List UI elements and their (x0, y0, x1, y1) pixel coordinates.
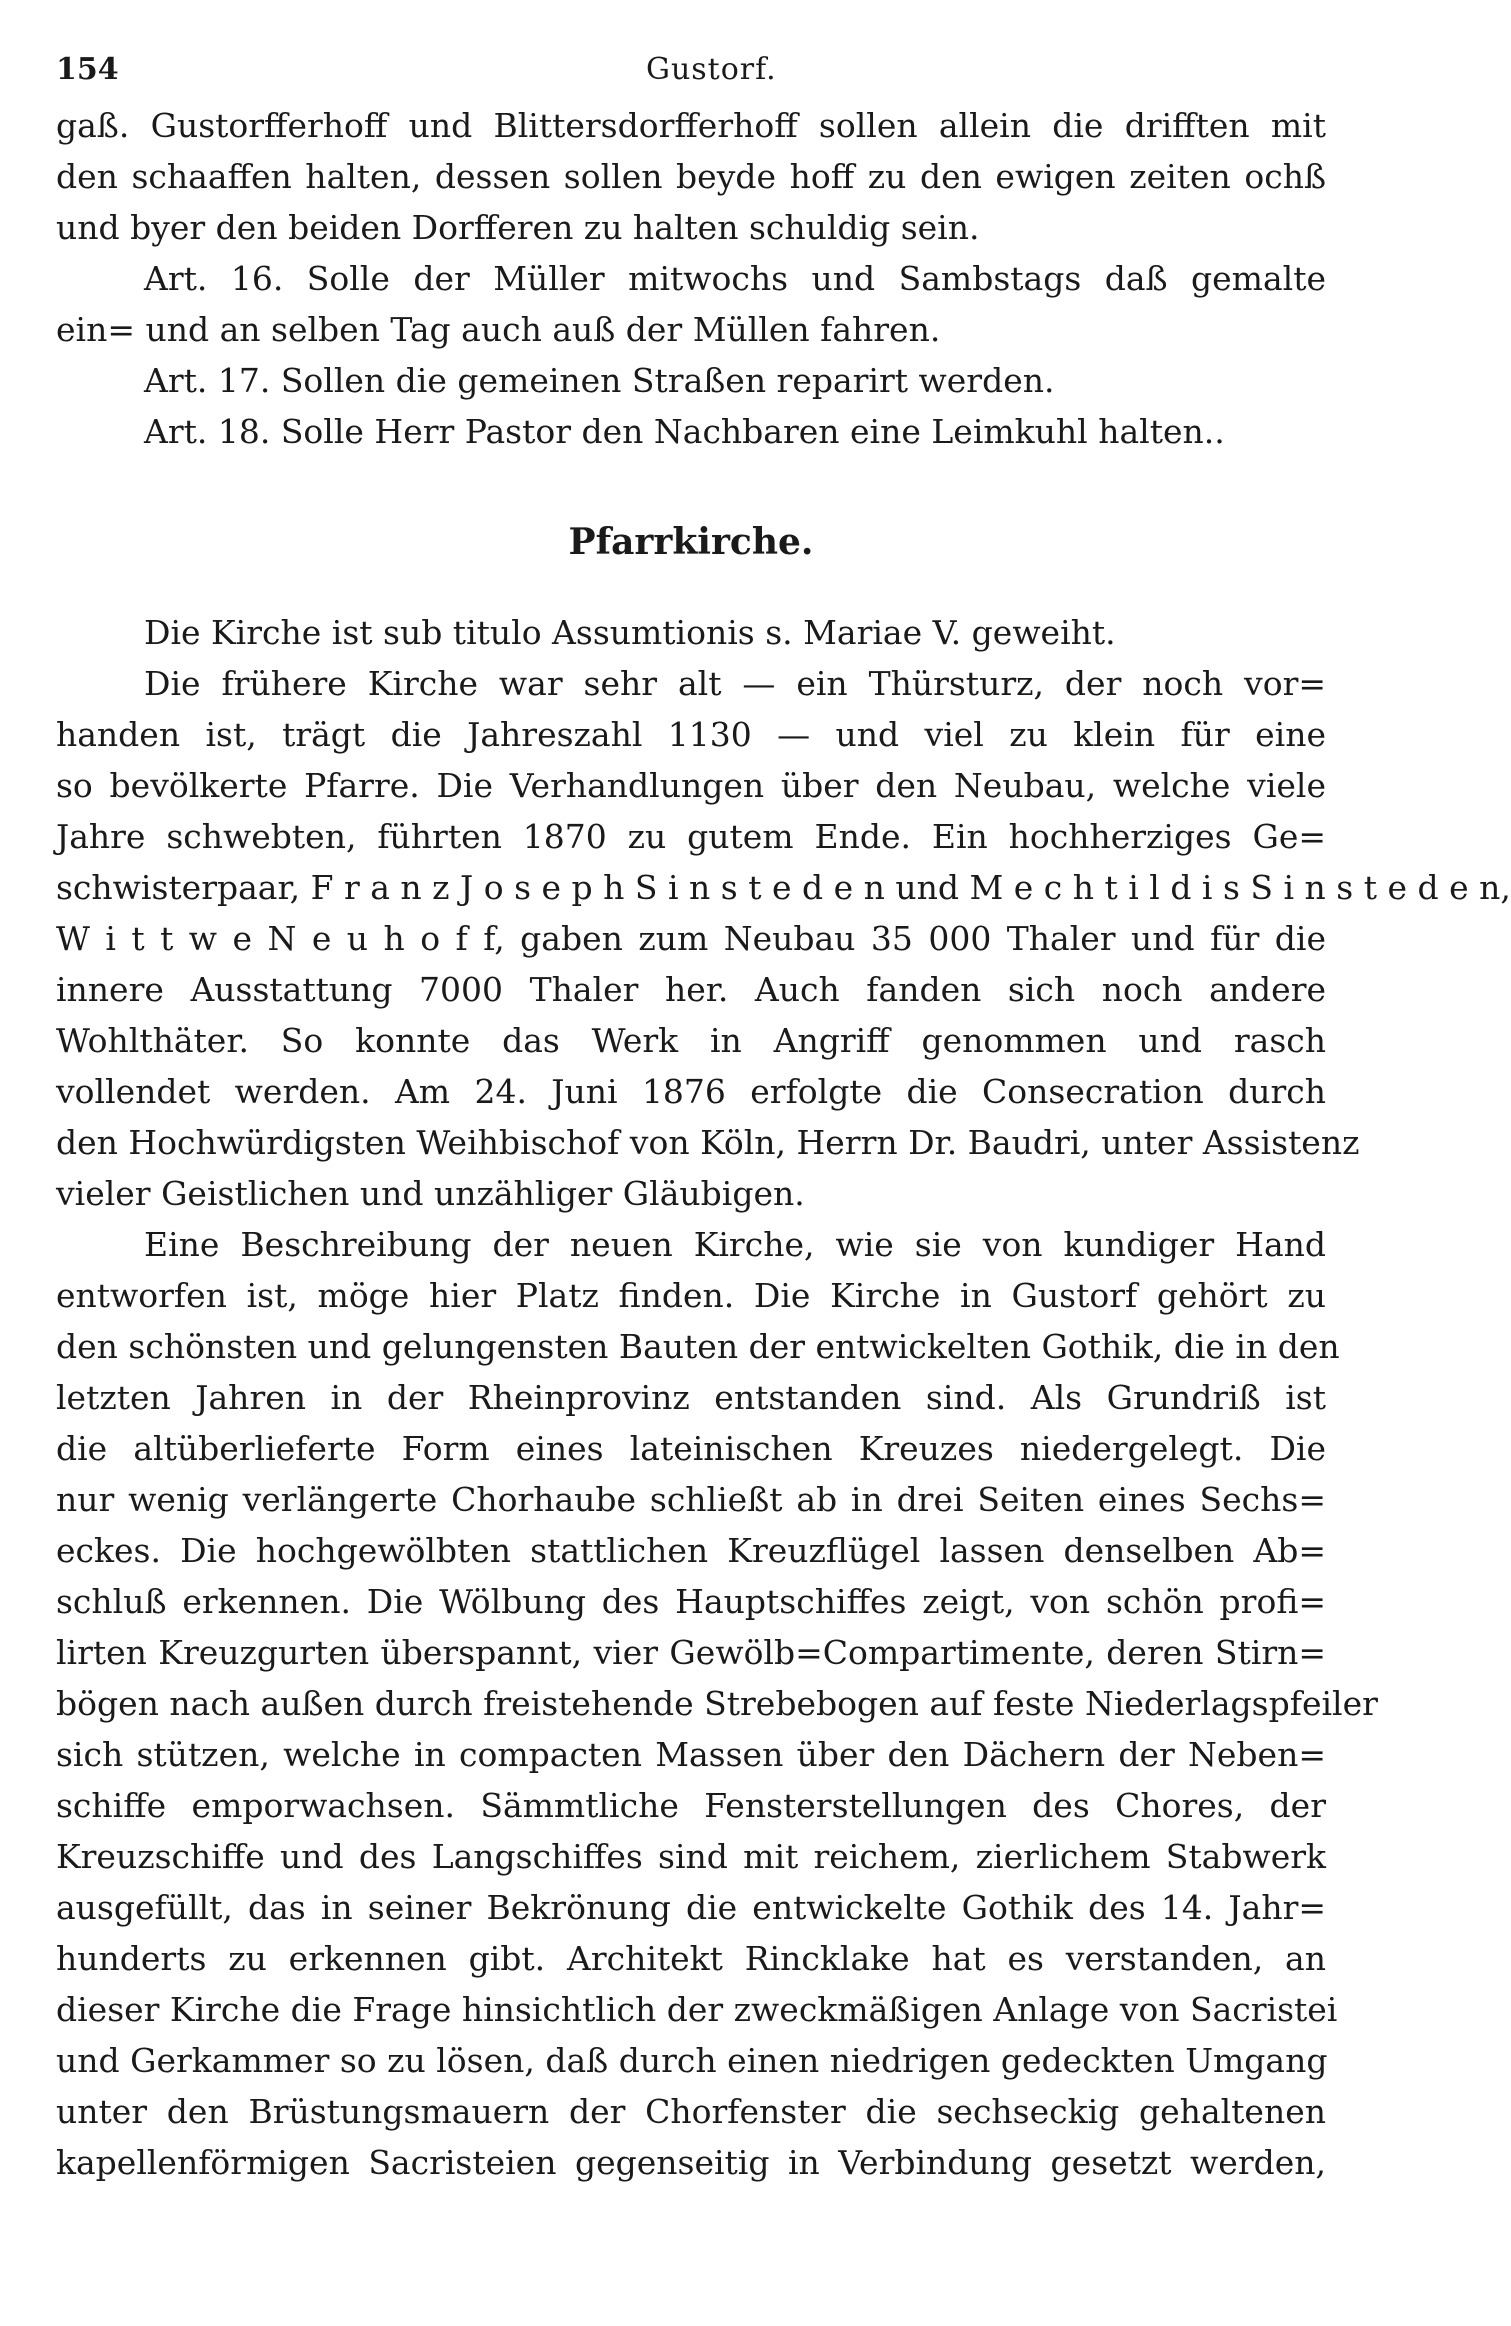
text-line: kapellenförmigen Sacristeien gegenseitig in Verbindung gesetzt werden, (56, 2143, 1326, 2182)
text-line: Eine Beschreibung der neuen Kirche, wie sie von kundiger Hand (144, 1225, 1326, 1264)
text-line: Jahre schwebten, führten 1870 zu gutem Ende. Ein hochherziges Ge= (56, 817, 1326, 856)
text-line: so bevölkerte Pfarre. Die Verhandlungen über den Neubau, welche viele (56, 766, 1326, 805)
text-line: Die frühere Kirche war sehr alt — ein Thürsturz, der noch vor= (144, 664, 1326, 703)
page-header (56, 40, 1326, 100)
text-line: den Hochwürdigsten Weihbischof von Köln, Herrn Dr. Baudri, unter Assistenz (56, 1123, 1360, 1162)
paragraph-1 (56, 607, 1326, 658)
text-line: entworfen ist, möge hier Platz finden. Die Kirche in Gustorf gehört zu (56, 1276, 1326, 1315)
book-page (56, 40, 1511, 2188)
text-line: nur wenig verlängerte Chorhaube schließt ab in drei Seiten eines Sechs= (56, 1480, 1326, 1519)
text-line: schluß erkennen. Die Wölbung des Hauptschiffes zeigt, von schön profi= (56, 1582, 1326, 1621)
article-16-line-1: Art. 16. Solle der Müller mitwochs und Sambstags daß gemalte (144, 259, 1326, 298)
text-line: W i t t w e N e u h o f f, gaben zum Neubau 35 000 Thaler und für die (56, 919, 1326, 958)
text-line: Kreuzschiffe und des Langschiffes sind mit reichem, zierlichem Stabwerk (56, 1837, 1326, 1876)
text-line: unter den Brüstungsmauern der Chorfenster die sechseckig gehaltenen (56, 2092, 1326, 2131)
text-line: schwisterpaar, F r a n z J o s e p h S i n s t e d e n und M e c h t i l d i s S i n s t e d e n, (56, 868, 1511, 907)
text-line: bögen nach außen durch freistehende Strebebogen auf feste Niederlagspfeiler (56, 1684, 1378, 1723)
paragraph-3 (56, 1219, 1378, 2188)
text-line: schiffe emporwachsen. Sämmtliche Fensterstellungen des Chores, der (56, 1786, 1326, 1825)
text-line: lirten Kreuzgurten überspannt, vier Gewölb=Compartimente, deren Stirn= (56, 1633, 1326, 1672)
paragraph-2 (56, 658, 1511, 1219)
text-line: hunderts zu erkennen gibt. Architekt Rincklake hat es verstanden, an (56, 1939, 1326, 1978)
section-continuation (56, 100, 1326, 253)
text-line: den schaaffen halten, dessen sollen beyde hoff zu den ewigen zeiten ochß (56, 157, 1326, 196)
text-line: den schönsten und gelungensten Bauten der entwickelten Gothik, die in den (56, 1327, 1340, 1366)
text-line: ausgefüllt, das in seiner Bekrönung die entwickelte Gothik des 14. Jahr= (56, 1888, 1326, 1927)
text-line: innere Ausstattung 7000 Thaler her. Auch fanden sich noch andere (56, 970, 1326, 1009)
article-18: Art. 18. Solle Herr Pastor den Nachbaren eine Leimkuhl halten.. (144, 412, 1225, 451)
text-line: handen ist, trägt die Jahreszahl 1130 — und viel zu klein für eine (56, 715, 1326, 754)
running-head: Gustorf. (646, 52, 777, 87)
text-line: vieler Geistlichen und unzähliger Gläubigen. (56, 1174, 805, 1213)
text-line: gaß. Gustorfferhoff und Blittersdorfferhoff sollen allein die drifften mit (56, 106, 1326, 145)
text-line: Wohlthäter. So konnte das Werk in Angriff genommen und rasch (56, 1021, 1326, 1060)
text-line: Die Kirche ist sub titulo Assumtionis s. Mariae V. geweiht. (144, 613, 1116, 652)
article-16-line-2: ein= und an selben Tag auch auß der Müllen fahren. (56, 310, 941, 349)
text-line: die altüberlieferte Form eines lateinischen Kreuzes niedergelegt. Die (56, 1429, 1326, 1468)
text-line: vollendet werden. Am 24. Juni 1876 erfolgte die Consecration durch (56, 1072, 1326, 1111)
text-line: und byer den beiden Dorfferen zu halten schuldig sein. (56, 208, 980, 247)
text-line: sich stützen, welche in compacten Massen über den Dächern der Neben= (56, 1735, 1326, 1774)
text-line: und Gerkammer so zu lösen, daß durch einen niedrigen gedeckten Umgang (56, 2041, 1328, 2080)
page-number: 154 (56, 52, 119, 87)
text-line: letzten Jahren in der Rheinprovinz entstanden sind. Als Grundriß ist (56, 1378, 1326, 1417)
articles-list (56, 253, 1326, 457)
section-heading: Pfarrkirche. (568, 521, 814, 563)
text-line: dieser Kirche die Frage hinsichtlich der zweckmäßigen Anlage von Sacristei (56, 1990, 1338, 2029)
text-line: eckes. Die hochgewölbten stattlichen Kreuzflügel lassen denselben Ab= (56, 1531, 1326, 1570)
article-17: Art. 17. Sollen die gemeinen Straßen reparirt werden. (144, 361, 1055, 400)
